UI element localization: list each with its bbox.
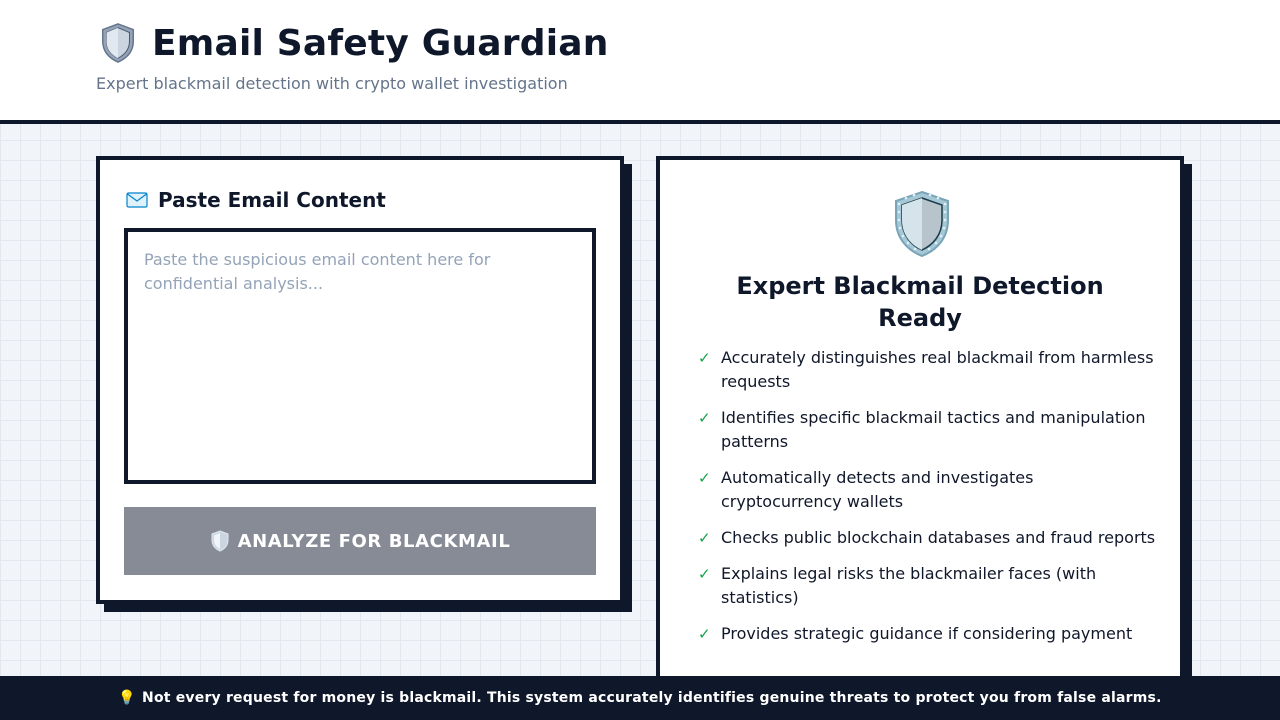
footer-banner <box>0 676 1280 720</box>
feature-item <box>698 622 1158 646</box>
app-title: Email Safety Guardian <box>152 22 609 64</box>
header-title-row <box>98 22 609 64</box>
feature-list <box>698 346 1158 658</box>
feature-item <box>698 406 1158 454</box>
analyze-button-label: ANALYZE FOR BLACKMAIL <box>237 530 511 552</box>
feature-item <box>698 562 1158 610</box>
lightbulb-icon: 💡 <box>118 690 137 706</box>
envelope-icon <box>126 192 148 208</box>
feature-text: Automatically detects and investigates cryptocurrency wallets <box>721 468 1034 511</box>
email-input-card <box>96 156 624 604</box>
feature-text: Provides strategic guidance if considering payment <box>721 624 1133 643</box>
feature-item <box>698 526 1158 550</box>
checkmark-icon: ✓ <box>698 469 711 487</box>
checkmark-icon: ✓ <box>698 565 711 583</box>
input-panel-heading <box>126 188 386 212</box>
checkmark-icon: ✓ <box>698 625 711 643</box>
checkmark-icon: ✓ <box>698 349 711 367</box>
shield-icon <box>210 530 230 552</box>
feature-text: Accurately distinguishes real blackmail from harmless requests <box>721 348 1154 391</box>
feature-item <box>698 346 1158 394</box>
input-panel-title: Paste Email Content <box>158 188 386 212</box>
analyze-button[interactable] <box>124 507 596 575</box>
status-title: Expert Blackmail Detection Ready <box>736 272 1104 332</box>
feature-text: Identifies specific blackmail tactics and manipulation patterns <box>721 408 1146 451</box>
email-content-textarea[interactable] <box>124 228 596 484</box>
checkmark-icon: ✓ <box>698 409 711 427</box>
shield-icon <box>892 190 952 258</box>
app-subtitle: Expert blackmail detection with crypto wallet investigation <box>96 74 568 93</box>
app-header <box>0 0 1280 124</box>
feature-item <box>698 466 1158 514</box>
feature-text: Checks public blockchain databases and fraud reports <box>721 528 1156 547</box>
footer-text: Not every request for money is blackmail. This system accurately identifies genuine threats to protect you from false alarms. <box>142 690 1162 706</box>
shield-icon <box>98 22 138 64</box>
checkmark-icon: ✓ <box>698 529 711 547</box>
detection-status-card <box>656 156 1184 716</box>
feature-text: Explains legal risks the blackmailer faces (with statistics) <box>721 564 1097 607</box>
